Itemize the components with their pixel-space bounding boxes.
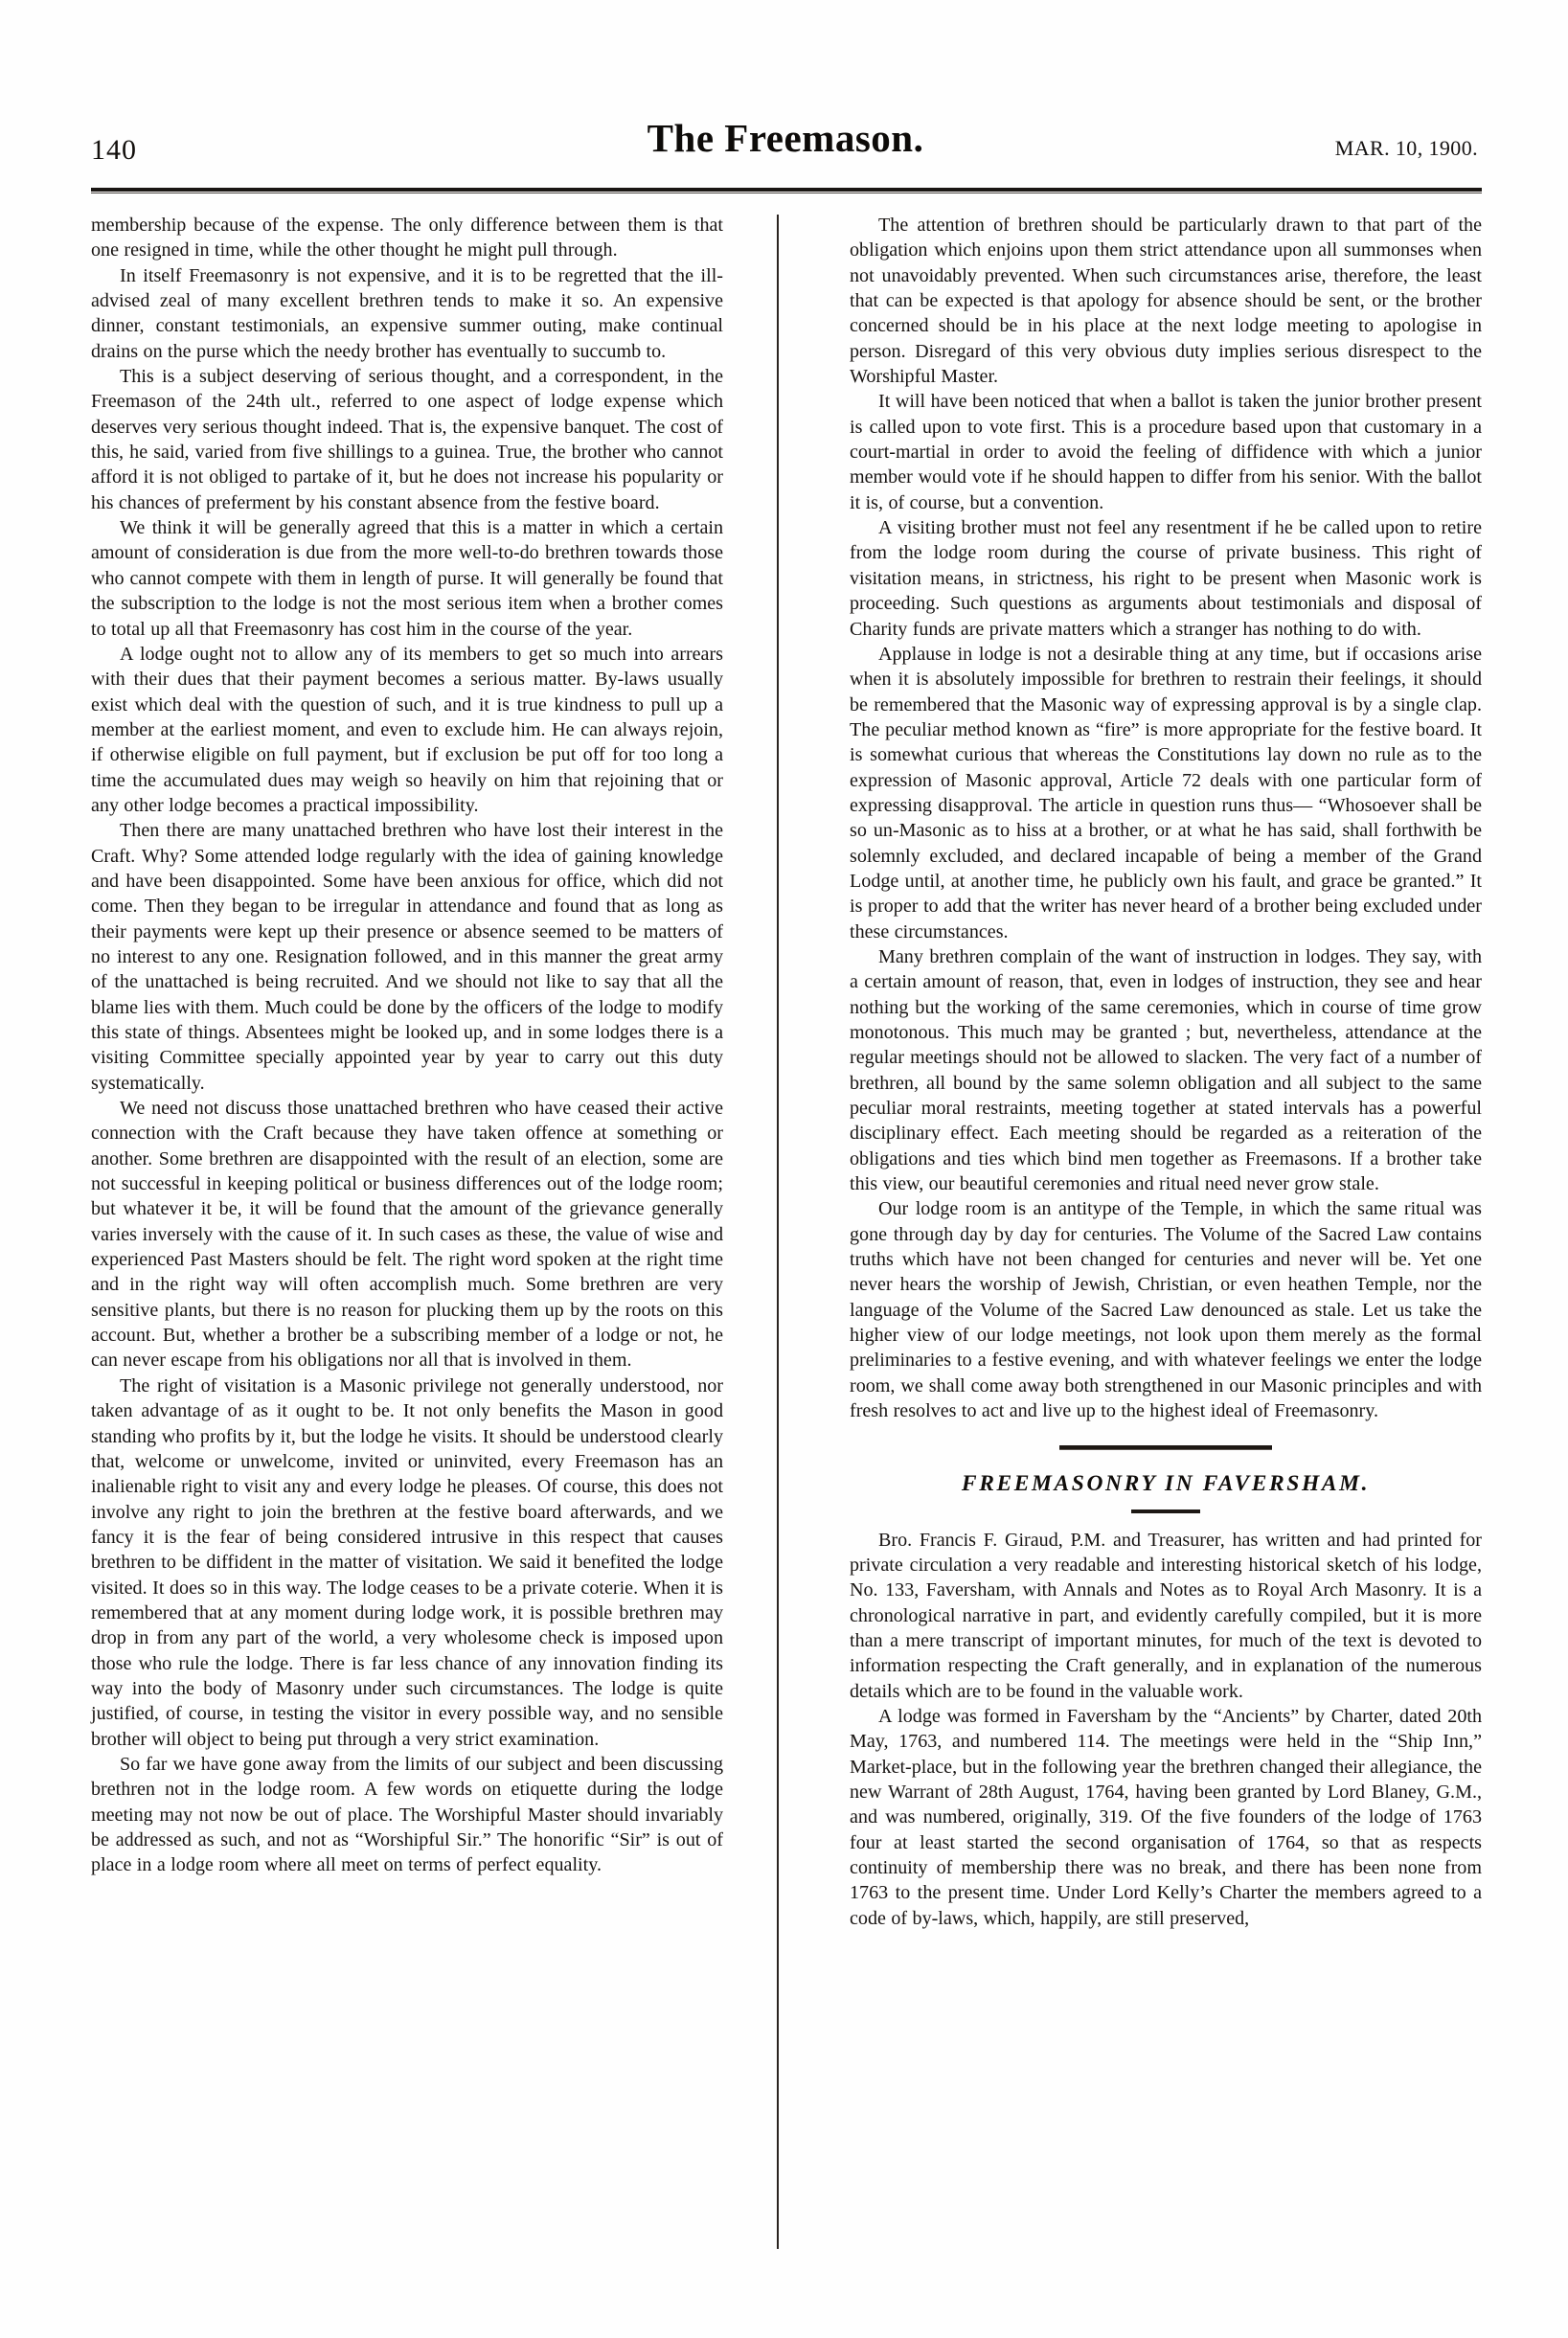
paragraph: So far we have gone away from the limits of our subject and been discussing brethren not in the lodge room. A few words on etiquette during the lodge meeting may not now be out of place. The Worshipful Master should invariably be addressed as such, and not as “Worshipful Sir.” The honorific “Sir” is out of place in a lodge room where all meet on terms of perfect equality.: [91, 1753, 723, 1876]
article-section-faversham: [850, 1445, 1482, 1932]
section-heading: FREEMASONRY IN FAVERSHAM.: [961, 1470, 1371, 1496]
paragraph: Applause in lodge is not a desirable thing at any time, but if occasions arise when it is absolutely impossible for brethren to restrain their feelings, it should be remembered that the Masonic way of expressing approval is by a single clap. The peculiar method known as “fire” is more appropriate for the festive board. It is somewhat curious that whereas the Constitutions lay down no rule as to the expression of Masonic approval, Article 72 deals with one particular form of expressing disapproval. The article in question runs thus— “Whosoever shall be so un-Masonic as to hiss at a brother, or at what he has said, shall forthwith be solemnly excluded, and declared incapable of being a member of the Grand Lodge until, at another time, he publicly own his fault, and grace be granted.” It is proper to add that the writer has never heard of a brother being excluded under these circumstances.: [850, 643, 1482, 942]
journal-title: The Freemason.: [647, 116, 924, 160]
paragraph: We need not discuss those unattached brethren who have ceased their active connection with the Craft because they have taken offence at something or another. Some brethren are disappointed with the result of an election, some are not successful in keeping political or business differences out of the lodge room; but whatever it be, it will be found that the amount of the grievance generally varies inversely with the cause of it. In such cases as these, the value of wise and experienced Past Masters should be felt. The right word spoken at the right time and in the right way will often accomplish much. Some brethren are very sensitive plants, but there is no reason for plucking them up by the roots on this account. But, whether a brother be a subscribing member of a lodge or not, he can never escape from his obligations nor all that is involved in them.: [91, 1098, 723, 1372]
section-rule-above: [1059, 1445, 1272, 1450]
column-divider-rule: [777, 215, 779, 2249]
page-number: 140: [91, 134, 137, 166]
paragraph: We think it will be generally agreed that this is a matter in which a certain amount of consideration is due from the more well-to-do brethren towards those who cannot compete with them in length of purse. It will generally be found that the subscription to the lodge is not the most serious item when a brother comes to total up all that Freemasonry has cost him in the course of the year.: [91, 517, 723, 640]
paragraph: In itself Freemasonry is not expensive, and it is to be regretted that the ill-advised zeal of many excellent brethren tends to make it so. An expensive dinner, constant testimonials, an expensive summer outing, make continual drains on the purse which the needy brother has eventually to succumb to.: [91, 264, 723, 362]
paragraph: Our lodge room is an antitype of the Temple, in which the same ritual was gone through day by day for centuries. The Volume of the Sacred Law contains truths which have not been changed for centuries and never will be. Yet one never hears the worship of Jewish, Christian, or even heathen Temple, nor the language of the Volume of the Sacred Law denounced as stale. Let us take the higher view of our lodge meetings, not look upon them merely as the formal preliminaries to a festive evening, and with whatever feelings we enter the lodge room, we shall come away both strengthened in our Masonic principles and with fresh resolves to act and live up to the highest ideal of Freemasonry.: [850, 1198, 1482, 1422]
section-rule-below: [1131, 1509, 1200, 1513]
left-text-column: [91, 213, 723, 2262]
two-column-text-body: [91, 213, 1482, 2262]
paragraph: A visiting brother must not feel any resentment if he be called upon to retire from the lodge room during the course of private business. This right of visitation means, in strictness, his right to be present when Masonic work is proceeding. Such questions as arguments about testimonials and disposal of Charity funds are private matters which a stranger has nothing to do with.: [850, 517, 1482, 640]
paragraph: A lodge ought not to allow any of its members to get so much into arrears with their dues that their payment becomes a serious matter. By-laws usually exist which deal with the question of such, and it is true kindness to pull up a member at the earliest moment, and even to exclude him. He can always rejoin, if otherwise eligible on full payment, but if exclusion be put off for too long a time the accumulated dues may weigh so heavily on him that rejoining that or any other lodge becomes a practical impossibility.: [91, 643, 723, 816]
paragraph: It will have been noticed that when a ballot is taken the junior brother present is called upon to vote first. This is a procedure based upon that customary in a court-martial in order to avoid the feeling of diffidence with which a junior member would vote if he should happen to differ from his senior. With the ballot it is, of course, but a convention.: [850, 391, 1482, 513]
paragraph: A lodge was formed in Faversham by the “Ancients” by Charter, dated 20th May, 1763, and numbered 114. The meetings were held in the “Ship Inn,” Market-place, but in the following year the brethren changed their allegiance, the new Warrant of 28th August, 1764, having been granted by Lord Blaney, G.M., and was numbered, originally, 319. Of the five founders of the lodge of 1763 four at least started the second organisation of 1764, so that as respects continuity of membership there was no break, and there has been none from 1763 to the present time. Under Lord Kelly’s Charter the members agreed to a code of by-laws, which, happily, are still preserved,: [850, 1705, 1482, 1929]
page-masthead: [91, 115, 1480, 184]
paragraph: Bro. Francis F. Giraud, P.M. and Treasurer, has written and had printed for private circulation a very readable and interesting historical sketch of his lodge, No. 133, Faversham, with Annals and Notes as to Royal Arch Masonry. It is a chronological narrative in part, and evidently carefully compiled, but it is more than a mere transcript of important minutes, for much of the text is devoted to information respecting the Craft generally, and in explanation of the numerous details which are to be found in the valuable work.: [850, 1529, 1482, 1702]
paragraph: The attention of brethren should be particularly drawn to that part of the obligation which enjoins upon them strict attendance upon all summonses when not unavoidably prevented. When such circumstances arise, therefore, the least that can be expected is that apology for absence should be sent, or the brother concerned should be in his place at the next lodge meeting to apologise in person. Disregard of this very obvious duty implies serious disrespect to the Worshipful Master.: [850, 215, 1482, 388]
issue-date: MAR. 10, 1900.: [1334, 136, 1478, 160]
paragraph: Many brethren complain of the want of instruction in lodges. They say, with a certain amount of reason, that, even in lodges of instruction, they see and hear nothing but the working of the same ceremonies, which in course of time grow monotonous. This much may be granted ; but, nevertheless, attendance at the regular meetings should not be allowed to slacken. The very fact of a number of brethren, all bound by the same solemn obligation and all subject to the same peculiar moral restraints, meeting together at stated intervals has a powerful disciplinary effect. Each meeting should be regarded as a reiteration of the obligations and ties which bind men together as Freemasons. If a brother take this view, our beautiful ceremonies and ritual need never grow stale.: [850, 945, 1482, 1195]
paragraph: Then there are many unattached brethren who have lost their interest in the Craft. Why? Some attended lodge regularly with the idea of gaining knowledge and have been disappointed. Some have been anxious for office, which did not come. Then they began to be irregular in attendance and found that as long as their payments were kept up their presence or absence seemed to be matters of no interest to any one. Resignation followed, and in this manner the great army of the unattached is being recruited. And we should not like to say that all the blame lies with them. Much could be done by the officers of the lodge to modify this state of things. Absentees might be looked up, and in some lodges there is a visiting Committee specially appointed year by year to carry out this duty systematically.: [91, 820, 723, 1094]
paragraph: The right of visitation is a Masonic privilege not generally understood, nor taken advantage of as it ought to be. It not only benefits the Mason in good standing who profits by it, but the lodge he visits. It should be understood clearly that, welcome or unwelcome, invited or uninvited, every Freemason has an inalienable right to visit any and every lodge he pleases. Of course, this does not involve any right to join the brethren at the festive board afterwards, and we fancy it is the fear of being considered intrusive in this respect that causes brethren to be diffident in the matter of visitation. We said it benefited the lodge visited. It does so in this way. The lodge ceases to be a private coterie. When it is remembered that at any moment during lodge work, it is possible brethren may drop in from any part of the world, a very wholesome check is imposed upon those who rule the lodge. There is far less chance of any innovation finding its way into the body of Masonry under such circumstances. The lodge is quite justified, of course, in testing the visitor in every possible way, and no sensible brother will object to being put through a very strict examination.: [91, 1374, 723, 1750]
masthead-rule: [91, 188, 1482, 193]
paragraph: This is a subject deserving of serious thought, and a correspondent, in the Freemason of the 24th ult., referred to one aspect of lodge expense which deserves very serious thought indeed. That is, the expensive banquet. The cost of this, he said, varied from five shillings to a guinea. True, the brother who cannot afford it is not obliged to partake of it, but he does not increase his popularity or his chances of preferment by his constant absence from the festive board.: [91, 366, 723, 513]
paragraph: membership because of the expense. The only difference between them is that one resigned in time, while the other thought he might pull through.: [91, 215, 723, 261]
right-text-column: [850, 213, 1482, 2262]
